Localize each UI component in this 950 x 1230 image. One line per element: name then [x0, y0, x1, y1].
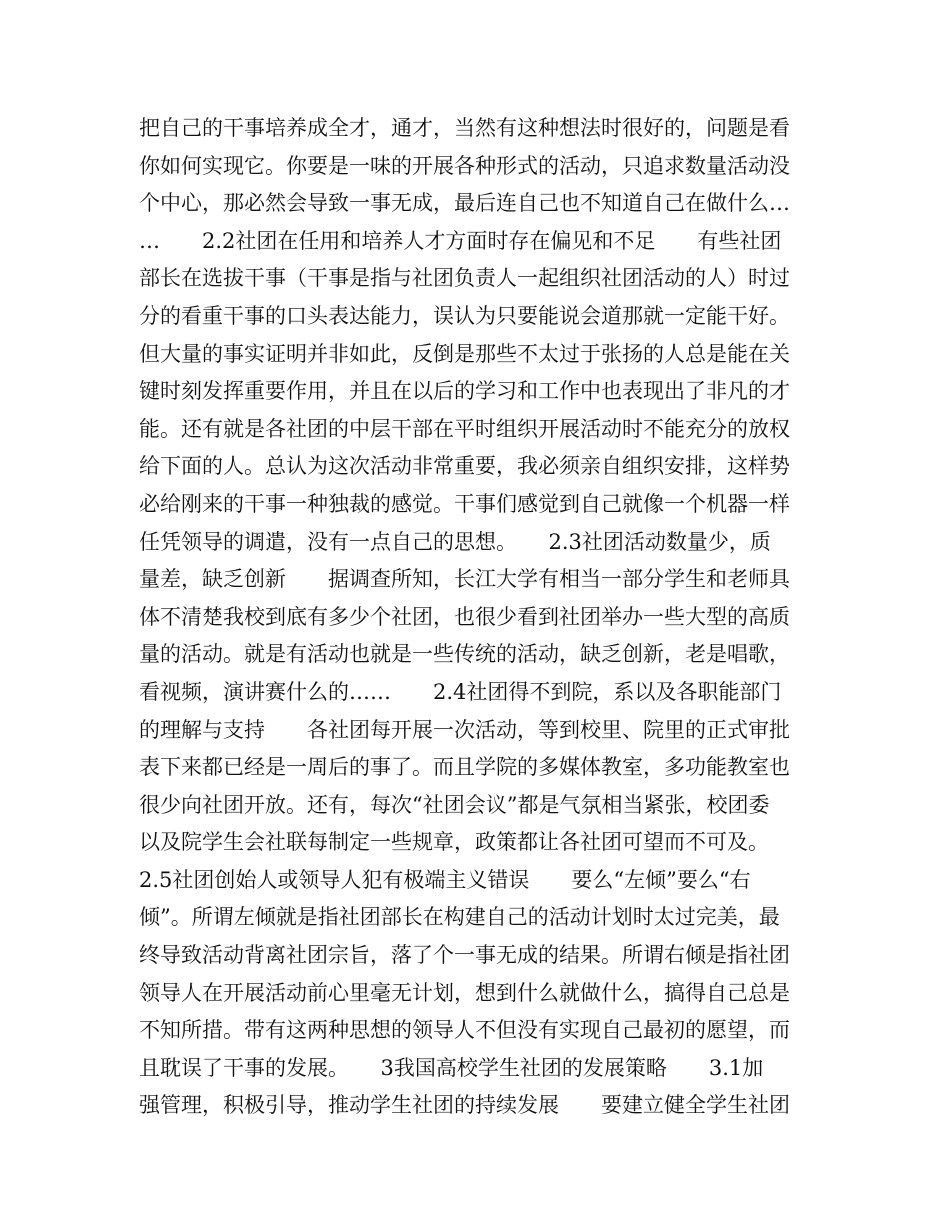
text-line: 很少向社团开放。还有，每次“社团会议”都是气氛相当紧张，校团委	[139, 792, 770, 817]
text-line: 给下面的人。总认为这次活动非常重要，我必须亲自组织安排，这样势	[139, 454, 790, 479]
text-line: 键时刻发挥重要作用，并且在以后的学习和工作中也表现出了非凡的才	[139, 379, 790, 404]
text-line: 量的活动。就是有活动也就是一些传统的活动，缺乏创新，老是唱歌，	[139, 642, 790, 667]
text-line: … 2.2社团在任用和培养人才方面时存在偏见和不足 有些社团	[139, 228, 782, 253]
text-line: 强管理，积极引导，推动学生社团的持续发展 要建立健全学生社团	[139, 1093, 790, 1118]
text-line: 必给刚来的干事一种独裁的感觉。干事们感觉到自己就像一个机器一样	[139, 491, 790, 516]
text-line: 任凭领导的调遣，没有一点自己的思想。 2.3社团活动数量少，质	[139, 529, 771, 554]
text-line: 量差，缺乏创新 据调查所知，长江大学有相当一部分学生和老师具	[139, 567, 790, 592]
text-line: 个中心，那必然会导致一事无成，最后连自己也不知道自己在做什么…	[139, 191, 790, 216]
text-line: 体不清楚我校到底有多少个社团，也很少看到社团举办一些大型的高质	[139, 604, 790, 629]
text-line: 能。还有就是各社团的中层干部在平时组织开展活动时不能充分的放权	[139, 416, 790, 441]
text-line: 不知所措。带有这两种思想的领导人不但没有实现自己最初的愿望，而	[139, 1018, 790, 1043]
text-line: 领导人在开展活动前心里毫无计划，想到什么就做什么，搞得自己总是	[139, 980, 790, 1005]
text-line: 2.5社团创始人或领导人犯有极端主义错误 要么“左倾”要么“右	[139, 867, 751, 892]
text-line: 终导致活动背离社团宗旨，落了个一事无成的结果。所谓右倾是指社团	[139, 943, 790, 968]
text-line: 把自己的干事培养成全才，通才，当然有这种想法时很好的，问题是看	[139, 116, 790, 140]
text-line: 分的看重干事的口头表达能力，误认为只要能说会道那就一定能干好。	[139, 303, 790, 328]
body-text	[139, 110, 819, 1125]
text-line: 的理解与支持 各社团每开展一次活动，等到校里、院里的正式审批	[139, 717, 790, 742]
text-line: 以及院学生会社联每制定一些规章，政策都让各社团可望而不可及。	[139, 830, 769, 855]
text-line: 但大量的事实证明并非如此，反倒是那些不太过于张扬的人总是能在关	[139, 341, 790, 366]
text-line: 你如何实现它。你要是一味的开展各种形式的活动，只追求数量活动没	[139, 153, 790, 178]
text-line: 部长在选拔干事（干事是指与社团负责人一起组织社团活动的人）时过	[139, 266, 790, 291]
text-line: 且耽误了干事的发展。 3我国高校学生社团的发展策略 3.1加	[139, 1055, 764, 1080]
text-line: 看视频，演讲赛什么的…… 2.4社团得不到院，系以及各职能部门	[139, 679, 782, 704]
text-line: 倾”。所谓左倾就是指社团部长在构建自己的活动计划时太过完美，最	[139, 905, 780, 930]
text-line: 表下来都已经是一周后的事了。而且学院的多媒体教室，多功能教室也	[139, 755, 790, 780]
